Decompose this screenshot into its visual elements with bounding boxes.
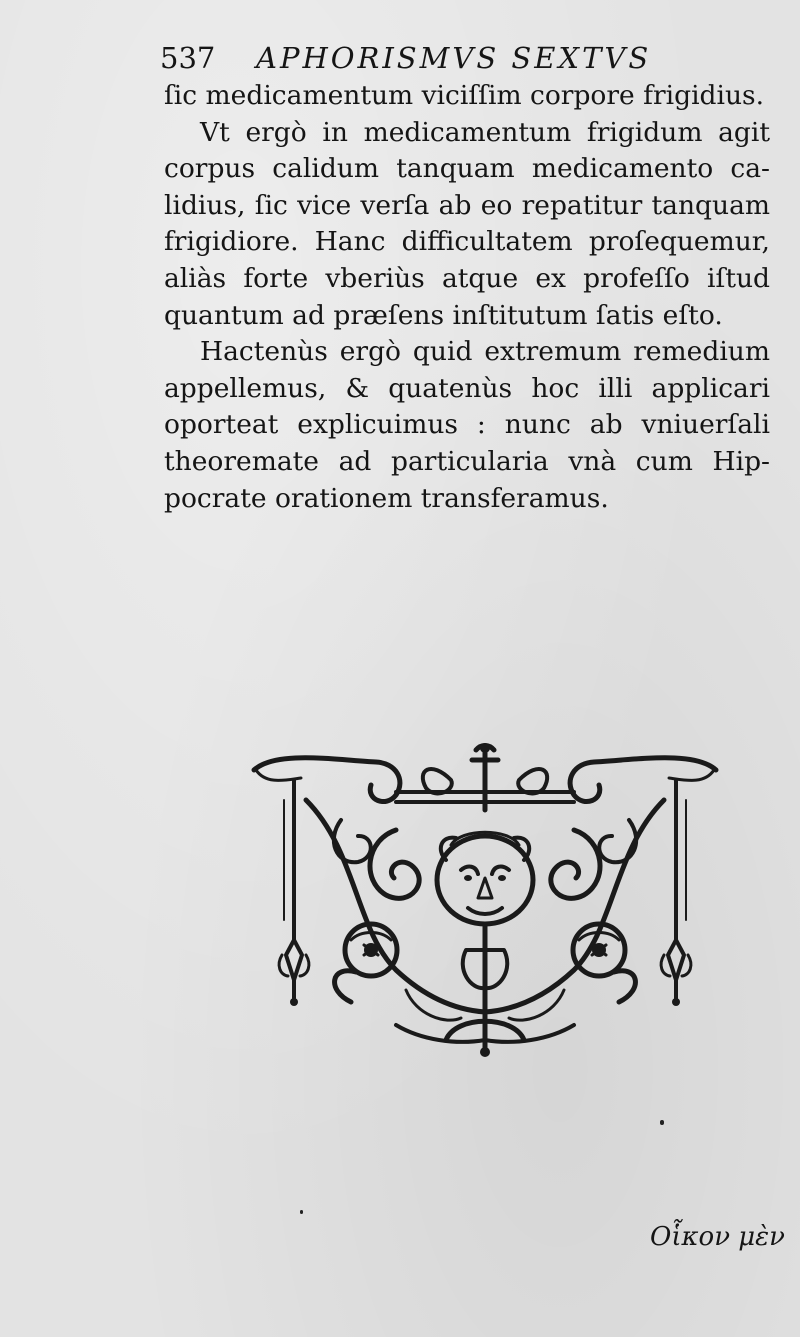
text-line: Vt ergò in medicamentum frigidum agit (200, 116, 770, 148)
text-line: ſic medicamentum viciſſim corpore frigidius. (164, 80, 765, 111)
text-line: corpus calidum tanquam medicamento ca- (164, 153, 770, 185)
running-title: APHORISMVS SEXTVS (256, 41, 652, 75)
text-line: Hactenùs ergò quid extremum remedium (200, 336, 770, 368)
ink-speck (300, 1210, 303, 1214)
page-number: 537 (160, 41, 216, 75)
text-line: frigidiore. Hanc difficultatem proſequemur, (164, 226, 770, 258)
text-line: pocrate orationem transferamus. (164, 482, 609, 514)
text-line: theoremate ad particularia vnà cum Hip- (164, 445, 770, 477)
page-header (160, 38, 760, 78)
body-text (164, 78, 770, 517)
text-line: appellemus, & quatenùs hoc illi applicari (164, 372, 770, 404)
catchword: Οἷκον μὲν (650, 1222, 785, 1252)
text-line: quantum ad præſens inſtitutum ſatis eſto. (164, 299, 723, 331)
text-line: aliàs forte vberiùs atque ex profeſſo iſtud (164, 262, 770, 294)
text-line: lidius, ſic vice verſa ab eo repatitur tanquam (164, 189, 770, 221)
woodcut-ornament-icon (246, 740, 724, 1062)
ink-speck (660, 1120, 664, 1125)
text-line: oporteat explicuimus : nunc ab vniuerſali (164, 409, 770, 441)
